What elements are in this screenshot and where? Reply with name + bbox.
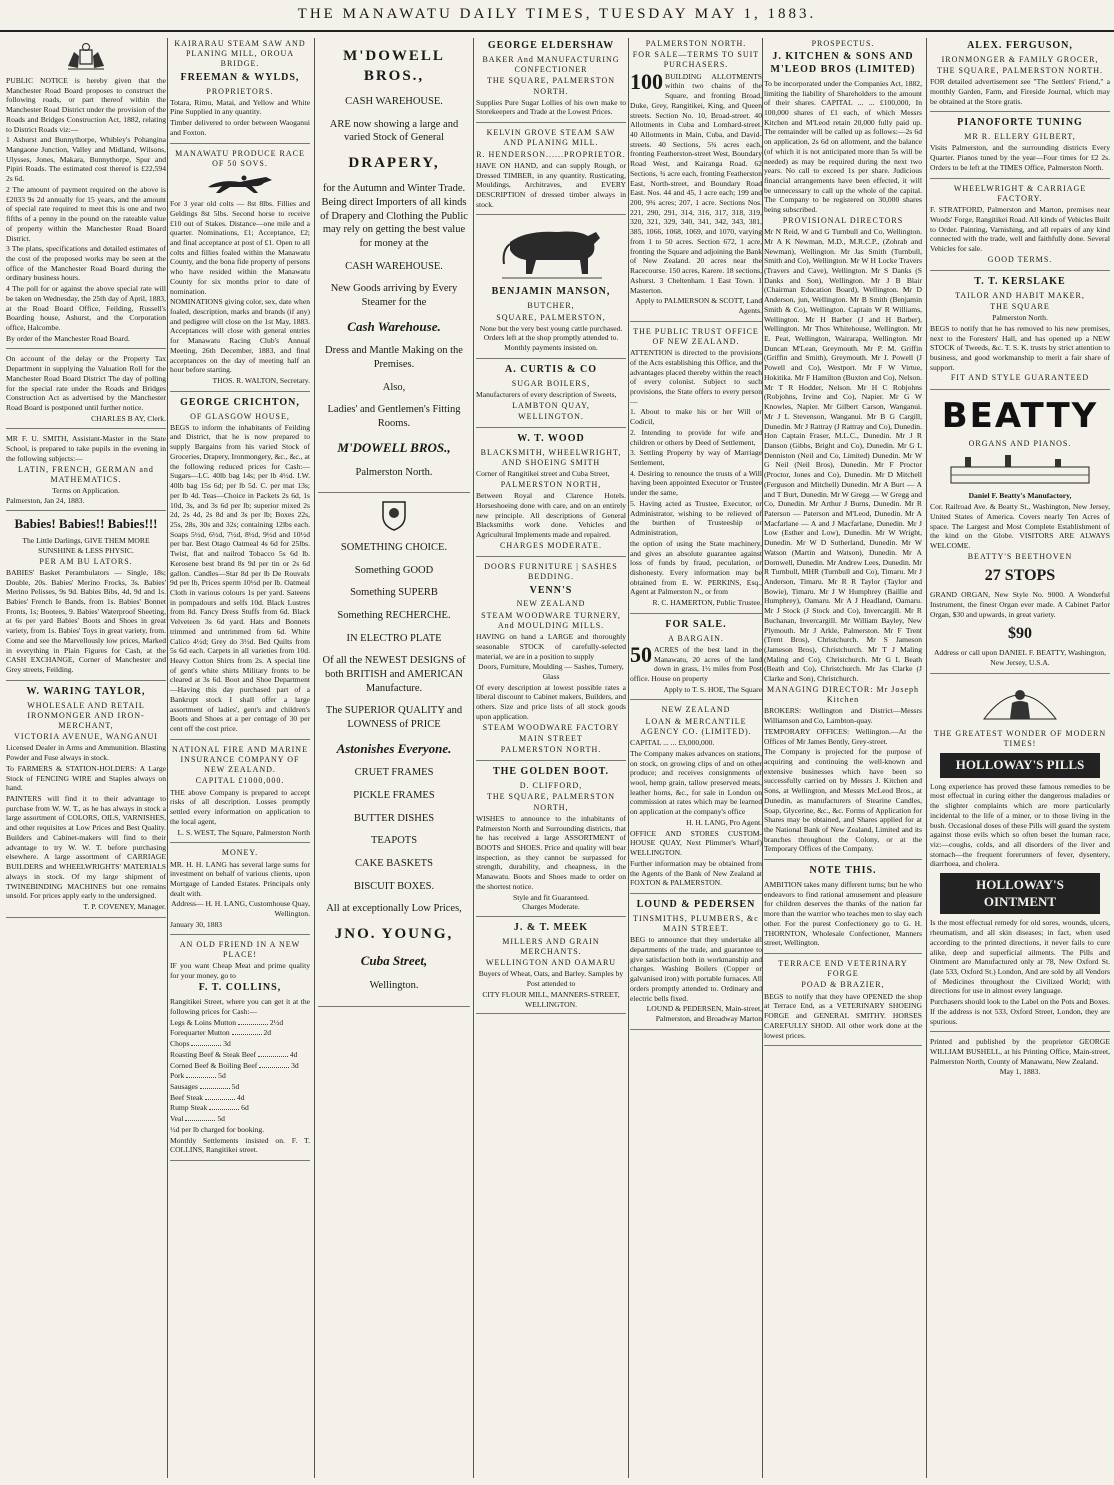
kerslake-ad (930, 276, 1110, 390)
kai-body: Totara, Rimu, Matai, and Yellow and White Pine Supplied in any quantity. (170, 97, 310, 117)
lound-pedersen-ad (630, 899, 762, 1030)
ep-item: TEAPOTS (370, 835, 418, 847)
delay-body: On account of the delay or the Property Tax Department in supplying the Valuation Roll for the Manchester Road Board District The day of polling for the special rate under the Roads and Bridges Construction Act as advertised by the Manchester Road Board is postponed until further notice. (6, 354, 166, 412)
gc-sub: OF GLASGOW HOUSE, (190, 411, 290, 421)
column-4 (476, 38, 626, 1478)
money-ad (170, 848, 310, 934)
print-date: May 1, 1883. (999, 1067, 1041, 1077)
hol-body: Long experience has proved these famous remedies to be most effectual in curing either the dangerous maladies or the slighter complaints which are more particularly incidental to the life of a miner, or to those living in the bush. Occasional doses of these Pills will guard the system against those evils which so often beset the human race, viz:—coughs, colds, and all disorders of the liver and stomach—the frequent forerunners of fever, dysentery, diarrhoea, and cholera. (930, 781, 1110, 869)
nz-sub: LOAN & MERCANTILE AGENCY CO. (LIMITED). (640, 716, 752, 736)
nf-head: NATIONAL FIRE AND MARINE INSURANCE COMPANY OF NEW ZEALAND. (172, 744, 308, 775)
nt-body: AMBITION takes many different turns; but he who endeavors to find rational amusement and pleasure for children deserves the thanks of the nation far more than the warrior who teaches men to slay each other. For the purest Confectionery go to G. H. THORNTON, Wholesale Confectioner, Manners street, Wellington. (764, 879, 922, 948)
tv-name: POAD & BRAZIER, (801, 980, 885, 990)
gc-body: BEGS to inform the inhabitants of Feilding and District, that he is now prepared to supply Bargains from his varied Stock of Groceries, Drapery, Ironmongery, &c., &c., at the following reduced prices for Cash:— Sugars—I.C. 40lb bag 14s; per lb 4½d. I.W. 40lb bag 15s 6d; per lb 5d. C. per mat 13s; per lb 4d. Teas—Choice in Packets 2s 6d, 1s 10d, 3s, and 3s 6d per lb; superior mixed 2s 2d, 2s 4d, 2s 8d and 3s per lb; Boxes 22s, 25s, 28s, 30s and 32s; containing 12lbs each. Soaps 5½d, 6½d, 7½d, 8½d, 9½d and 10½d per bar. Best Otago Oatmeal 4s 6d for 25lbs. Twist, flat and nailrod Tobacco 5s 6d lb. Kerosene best brand 8s 9d per tin or 2s 6d gallon. Candles—Star 8d per lb De Rouvalx 9d per lb, Prices sperm 10½d per lb. Oatmeal Cloth in various colours 1s per yard. Sateens in pompadours and selfs 10d. Black Lustres from 8d. Fancy Dress Stuffs from 6d. Black Velveteen 3s 6d yard. Hats and Bonnets trimmed and untrimmed from 6d. White Calico 4½d; Grey do 3½d. Bed Quilts from 5s 6d each. Carpets in all varieties from 10d. Heavy Cotton Shirts from 2s. A special line of gent's white shirts Military fronts to be cleared at 3s 6d. Boot and Shoe Department—Having this day purchased part of a Bankrupt stock I shall offer a large assortment of ladies', gent's and children's Boots and Shoes at a per centage of 30 per cent off the cost price. (170, 422, 310, 734)
fs-fifty: 50 (630, 641, 652, 667)
pt-item: 5. Having acted as Trustee, Executor, or Administrator, wishing to be relieved of the burthen of Trusteeship or Administration, (630, 498, 762, 538)
tv-body: BEGS to notify that they have OPENED the shop at Terrace End, as a VETERINARY SHOEING FORGE and GENERAL SMITHY. HORSES CAREFULLY SHOD. All other work done at the lowest prices. (764, 991, 922, 1040)
figure-illustration-icon (980, 679, 1060, 725)
md-head: MANAGING DIRECTOR: Mr Joseph Kitchen (766, 684, 920, 705)
jt-foot: CITY FLOUR MILL, MANNERS-STREET, WELLINGTON. (482, 989, 620, 1009)
ac-body: Manufacturers of every description of Sweets, (476, 389, 617, 399)
beatty-sub: ORGANS AND PIANOS. (968, 439, 1072, 449)
stratford-ad (930, 184, 1110, 271)
ge-head: GEORGE ELDERSHAW (487, 40, 615, 51)
vn-top: DOORS FURNITURE | SASHES BEDDING. (484, 562, 618, 582)
mcdowell-l4: for the Autumn and Winter Trade. Being direct Importers of all kinds of Drapery and Clothing the Public may rely on getting the best value for money at the (320, 183, 468, 249)
lp-signature: LOUND & PEDERSEN, Main-street, Palmerston, and Broadway Marton (646, 1004, 762, 1023)
holloway-ad (930, 679, 1110, 1033)
nf-body: THE above Company is prepared to accept risks of all description. Losses promptly settled every information on application to the local agent, (170, 787, 310, 826)
price-row: Pork 5d (170, 1071, 226, 1081)
taylor-body: Licensed Dealer in Arms and Ammunition. Blasting Powder and Fuse always in stock. (6, 743, 166, 763)
pt-body2: the option of using the State machinery, and gives an absolute guarantee against loss of funds by fraud, peculation, or dishonesty. Every information may be obtained from E. W. PERKINS, Esq., Agent at Palmerston N., or from (630, 538, 762, 597)
mcdowell-l10: Ladies' and Gentlemen's Fitting Rooms. (327, 404, 461, 429)
ge-body: Supplies Pure Sugar Lollies of his own make to Storekeepers and Trade at the Lowest Prices. (476, 97, 626, 117)
lp-head: LOUND & PEDERSEN (636, 898, 756, 910)
ac-addr: LAMBTON QUAY, (512, 400, 590, 410)
nf-signature: L. S. WEST, The Square, Palmerston North (177, 827, 310, 837)
pt-signature: R. C. HAMERTON, Public Trustee. (652, 598, 762, 608)
vn-nz: NEW ZEALAND (516, 599, 586, 609)
wc-body: F. STRATFORD, Palmerston and Marton, premises near Woods' Forge, Rangitikei Road. All kinds of Vehicles Built to Order. Painting, Varnishing, and all repairs of any kind connected with the trade, well and faithfully done. Several Vehicles for sale. (930, 205, 1110, 253)
smith-date: Palmerston, Jan 24, 1883. (6, 495, 85, 505)
tv-head: TERRACE END VETERINARY FORGE (778, 958, 908, 979)
curtis-ad (476, 364, 626, 428)
tk-fit: FIT AND STYLE GUARANTEED (950, 373, 1090, 383)
column-7 (930, 38, 1110, 1478)
nf-capital: CAPITAL £1000,000. (195, 776, 285, 786)
young-street: Cuba Street, (360, 953, 428, 969)
mcdowell-l12: Palmerston North. (355, 466, 433, 478)
babies-title: Babies! Babies!! Babies!!! (14, 515, 158, 531)
ep-body2: The SUPERIOR QUALITY and LOWNESS of PRICE (325, 705, 463, 730)
jt-addr: WELLINGTON AND OAMARU (485, 958, 617, 968)
public-trust-ad (630, 327, 762, 614)
piano-tuning-ad (930, 117, 1110, 178)
notice-item: 2 The amount of payment required on the above is £2033 9s 2d annually for 15 years, and the amount of special rate required to meet this is one and two fifths of a penny in the pound on the rateable value of property within the Manchester Road Board District. (6, 184, 166, 243)
mcdowell-ad (318, 47, 470, 493)
wt-body: Between Royal and Clarence Hotels. Horseshoeing done with care, and on an entirely new principle. All descriptions of General Blacksmiths work done. Vehicles and Agricultural Implements made and repaired. (476, 491, 626, 540)
kai-body2: Timber delivered to order between Waoganui and Foxton. (170, 118, 310, 137)
crichton-ad (170, 397, 310, 740)
column-3 (318, 38, 470, 1478)
directors-list: Mr N Reid, W and G Turnbull and Co, Wellington. Mr A K Newman, M.D., M.R.C.P., (Zohrab and Newman), Wellington. Mr Jas Smith (Turnbull, Smith and Co), Wellington. Mr W H Locke Travers (Travers and Cave), Wellington. Mr S Danks (S Danks and Son), Wellington. Mr J B Blair (Chairman Education Board), Wellington. Mr D Anderson, jun, Wellington. Mr B Smith (Benjamin Smith & Co), Wellington. Captain W R Williams, Wellington. Mr H Barber (J and H Barber), Wellington. Mr Thos Whitehouse, Wellington. Mr E. Peat, Wellington, Wairarapa, Wellington. Mr Duncan M'Lean, Greymouth. Mr P. M. Griffin (Griffin and Smith), Greymouth. Mr J. Powell (J Powell and Co), Westport. Mr F W Virtue, Hokitika. Mr F Hamilton (Buxton and Co), Nelson. Mr T R Hodder, Nelson. Mr H C Robjohns (Robjohns, Irvine and Co), Napier. Mr G W Knowles, Napier. Mr Gilbert Carson, Wanganui. Mr J L Stevenson, Wanganui. Mr B G Cargill, Dunedin. Mr J Rattray (J Rattray and Co), Dunedin. Hon Captain Fraser, M.L.C., Dunedin. Mr J R Danson (Gibbs, Bright and Co), Dunedin. Mr G L Denniston (Neil and Co, Limited) Dunedin. Mr W G Neil (Neil Bros), Dunedin. Mr F Proctor (Proctor, Jones and Co), Dunedin. Mr D Mitchell (Ferguson and Mitchell) Dunedin. Mr A Burt — A and T Burt, Dunedin. Mr W Gregg — W Gregg and Co, Dunedin. Mr Arthur J Burns, Dunedin. Mr R Paterson — Paterson and M'Leod, Dunedin. Mr A Macfarlane — A and J Macfarlane, Dunedin. Mr J Low (Esther and Low), Dunedin. Mr W Wright, Dunedin. Mr W D Sutherland, Dunedin. Mr W Watson (Martin and Watson), Dunedin. Mr A Dornwell, Dunedin. Mr Andrew Lees, Dunedin. Mr R Turnbull, MHR (Turnbull and Co), Timaru. Mr J Anderson, Timaru. Mr R R Taylor (Taylor and Bowie), Timaru. Mr J W Humphrey (Baillie and Humphrey), Oamaru. Mr A J Headland, Oamaru. Mr J Stock (J Stock and Co), Invercargill. Mr R Buchanan, Invercargill. Mr William Bayley, New Plymouth. Mr J Arkle, Palmerston. Mr F Trent (Trent Bros), Christchurch. Mr S Jameson (Jameson Bros), Christchurch. Mr T J Maling (Maling and Co), Christchurch. Mr G L Beath (Beath and Co), Christchurch. Mr Jas Clarke (J Clarke and Son), Christchurch. (764, 227, 922, 684)
wt-city: PALMERSTON NORTH, (500, 480, 602, 490)
money-head: MONEY. (221, 848, 259, 858)
jk-body2: The Company is projected for the purpose of acquiring and continuing the well-known and extensive businesses which have been so successfully carried on by Messrs J. Kitchen and Sons, at Wellington, and Messrs McLeod Bros., at Dunedin, as manufacturers of Stearine Candles, Soap, Glycerine, &c., &c. Forms of Application for Shares may be obtained, and Shares applied for at the National Bank of New Zealand, Limited and its branches throughout the Colony, or at the Temporary Offices of the Company. (764, 747, 922, 854)
money-address: Address— H. H. LANG, Customhouse Quay, Wellington. (171, 899, 310, 919)
ep-head: IN ELECTRO PLATE (346, 632, 442, 644)
offices: TEMPORARY OFFICES: Wellington.—At the Offices of Mr James Bently, Grey-street. (764, 726, 922, 746)
hol-ointment: HOLLOWAY'S OINTMENT (940, 873, 1100, 914)
af-addr: THE SQUARE, PALMERSTON NORTH. (936, 66, 1104, 76)
friend-foot: Monthly Settlements insisted on. F. T. COLLINS, Rangitikei street. (170, 1135, 310, 1155)
ep-foot: All at exceptionally Low Prices, (326, 903, 462, 915)
beatty-title: BEATTY (941, 395, 1099, 436)
sc-2: Something SUPERB (350, 587, 438, 599)
wc-terms: GOOD TERMS. (987, 254, 1053, 264)
jk-head: J. KITCHEN & SONS AND M'LEOD BROS (LIMITED) (770, 51, 916, 76)
directors-head: PROVISIONAL DIRECTORS (782, 215, 904, 225)
ep-astonish: Astonishes Everyone. (336, 740, 452, 756)
pt-name: MR R. ELLERY GILBERT, (964, 132, 1076, 142)
mcdowell-l11: M'DOWELL BROS., (337, 439, 451, 455)
pt-head: THE PUBLIC TRUST OFFICE OF NEW ZEALAND. (633, 326, 759, 346)
babies-body: BABIES' Basket Perambulators — Single, 18s; Double, 20s. Babies' Merino Frocks, 3s. Babies' Merino Pelisses, 9s 9d. Babies Bibs, 4d, 9d and 1s. Babies' French Ie Bands, from 1s. Babies' Bonnet Fronts, 1s; Bootees, 9. Babies' Waterproof Sheeting, at 6s per yard Babies' Boots and Shoes in great variety, from 1s. Babies' Toys in great variety, from. Come and see the Marvellously low prices, Marked in everything in Plain Figures for Cash, at the CASH EXCHANGE, Corner of Manchester and Grey streets, Feilding. (6, 567, 166, 674)
jt-sub: MILLERS AND GRAIN MERCHANTS. (502, 936, 600, 957)
price-list (170, 1018, 310, 1124)
gb-head: THE GOLDEN BOOT. (492, 766, 610, 778)
tk-head: T. T. KERSLAKE (974, 275, 1066, 287)
column-5 (630, 38, 762, 1478)
manson-ad (476, 220, 626, 358)
vn-f3: PALMERSTON NORTH. (500, 745, 602, 755)
golden-boot-ad (476, 766, 626, 917)
painters-signature: T. P. COVENEY, Manager. (83, 901, 166, 911)
taylor-head: W. WARING TAYLOR, (26, 685, 146, 697)
kg-body: HAVE ON HAND, and can supply Rough, or Dressed TIMBER, in any quantity. Rusticating, Mouldings, Architraves, and EVERY DESCRIPTION of dressed timber always in stock. (476, 160, 626, 209)
pro-head: PROSPECTUS. (811, 39, 875, 48)
nz-address: OFFICE AND STORES CUSTOM-HOUSE QUAY, Next Plimmer's Wharf) WELLINGTON. (630, 828, 762, 858)
ferguson-ad (930, 40, 1110, 112)
delay-notice-ad (6, 354, 166, 429)
painters-body: PAINTERS will find it to their advantage to purchase from W. W. T., as he has always in stock a large assortment of COLORS, OILS, VARNISHES, and other requisites at Low Prices and Best Quality. Builders and Cabinet-makers will find to their advantage to try W. W. T. before purchasing elsewhere. A large assortment of CARRIAGE BUILDERS and WHEELWRIGHTS' MATERIALS always in stock. Of my large shipment of TWINEBINDING MACHINES but one remains unsold. For prices apply early to the undersigned. (6, 794, 166, 901)
taylor-ad (6, 686, 166, 918)
ge-sub: BAKER And MANUFACTURING CONFECTIONER (482, 54, 620, 75)
national-fire-ad (170, 745, 310, 844)
column-rule (926, 38, 927, 1478)
price-row: Legs & Loins Mutton 2½d (170, 1017, 284, 1027)
race-body: For 3 year old colts — 8st 8lbs. Fillies and Geldings 8st 5lbs. Second horse to receive £10 out of Stakes. Distance—one mile and a quarter. Nominations, £1; Acceptance, £2; and final acceptance at post of £1. Open to all colts and fillies foaled within the Manawatu County, and the bona fide property of persons who have resided within the Manawatu County for six months prior to date of nomination. (170, 199, 310, 296)
column-rule (473, 38, 474, 1478)
friend-head: AN OLD FRIEND IN A NEW PLACE! (179, 939, 301, 959)
eldershaw-ad (476, 40, 626, 123)
nz-capital: CAPITAL ... ... £3,000,000. (630, 738, 715, 748)
wt-addr: Corner of Rangitikei street and Cuba Street, (476, 469, 610, 479)
mcdowell-l6: New Goods arriving by Every Steamer for the (330, 283, 458, 308)
wc-head: WHEELWRIGHT & CARRIAGE FACTORY. (953, 183, 1087, 203)
hoe-sale-ad (630, 619, 762, 701)
prospectus-ad (764, 39, 922, 860)
smith-subjects: LATIN, FRENCH, GERMAN and MATHEMATICS. (18, 464, 154, 484)
wood-ad (476, 433, 626, 557)
beatty-body: Cor. Railroad Ave. & Beatty St., Washington, New Jersey, United States of America. Covers nearly Ten Acres of space. The Largest and Most Complete Establishment of the kind on the Globe. VISITORS ARE ALWAYS WELCOME. (930, 502, 1110, 551)
factory-icon (945, 453, 1095, 487)
nz-body: The Company makes advances on stations, on stock, on growing clips of and on other produce; and receives consignments of wool, hemp grain, tallow preserved meats, leather horns, &c., for sale in London on commission at rates which may be learned on application at the company's office (630, 748, 762, 817)
babies-price: PER AM BU LATORS. (39, 556, 133, 566)
ep-item: CRUET FRAMES (354, 767, 434, 779)
fs-sub: A BARGAIN. (668, 633, 724, 643)
brokers: BROKERS: Wellington and District—Messrs Williamson and Co, Lambton-quay. (764, 706, 922, 726)
jt-body: Buyers of Wheat, Oats, and Barley. Samples by Post attended to (478, 969, 624, 989)
column-rule (167, 38, 168, 1478)
kg-head: KELVIN GROVE STEAM SAW AND PLANING MILL. (486, 128, 616, 148)
meek-ad (476, 922, 626, 1014)
mcdowell-head: M'DOWELL BROS., (343, 48, 445, 84)
pt-item: 2. Intending to provide for wife and children or others by Deed of Settlement, (630, 427, 762, 447)
sc-1: Something GOOD (354, 564, 434, 576)
bm-body: None but the very best young cattle purchased. Orders left at the shop promptly attended to. Monthly payments insisted on. (479, 323, 623, 353)
mcdowell-drapery: DRAPERY, (348, 154, 440, 171)
hol-body2: Is the most effectual remedy for old sores, wounds, ulcers, rheumatism, and all skin diseases; in fact, when used according to the printed directions, it never fails to cure alike, deep and superficial ailments. The Pills and Ointment are Manufactured only at 78, New Oxford St. (late 533, Oxford St.) London, And are sold by all Vendors of Medicines throughout the Civilized World; with directions for use in almost every language. (930, 918, 1110, 996)
tk-city: Palmerston North. (992, 313, 1048, 323)
kelvin-grove-ad (476, 128, 626, 215)
gb-style: Style and fit Guaranteed. (513, 892, 589, 902)
bm-addr: SQUARE, PALMERSTON, (496, 312, 606, 322)
mcdowell-l8: Dress and Mantle Making on the Premises. (325, 345, 463, 371)
gb-body: WISHES to announce to the inhabitants of Palmerston North and Surrounding districts, that he has received a large ASSORTMENT of BOOTS and SHOES. Price and quality will bear inspection, as they cannot be surpassed for strength, durability, and cheapness, in the Manawatu. Boots and Shoes made to order on the shortest notice. (476, 813, 626, 891)
racehorse-icon (200, 173, 280, 195)
delay-signature: CHARLES B AY, Clerk. (91, 413, 166, 423)
ep-item: BISCUIT BOXES. (353, 880, 435, 892)
ac-sub: SUGAR BOILERS, (511, 378, 591, 388)
young-name: JNO. YOUNG, (334, 925, 454, 942)
crest-icon (379, 498, 409, 532)
notice-item: 4 The poll for or against the above special rate will be taken on Wednesday, the 25th day of April, 1883, at the Road Board Office, Feilding, Russell's Boarding house, Ashurst, and the Corporation office, Halcombe. (6, 284, 166, 332)
bm-trade: BUTCHER, (527, 301, 575, 311)
price-row: Rump Steak 6d (170, 1103, 249, 1113)
nz-loan-ad (630, 705, 762, 893)
money-body: MR. H. H. LANG has several large sums for investment on behalf of various clients, upon Mortgage of Landed Estates. Principals only dealt with. (170, 859, 310, 898)
nz-foot: Further information may be obtained from the Agents of the Bank of New Zealand at FOXTON & PALMERSTON. (630, 858, 762, 888)
af-sub: IRONMONGER & FAMILY GROCER, (941, 54, 1099, 64)
vn-body: HAVING on hand a LARGE and thoroughly seasonable STOCK of carefully-selected material, we are in a position to supply (476, 632, 626, 661)
mcdowell-l9: Also, (382, 381, 406, 393)
fs-body: ACRES of the best land in the Manawatu, 20 acres of the land down in grass, 1½ miles from Post office. House on property (630, 644, 762, 684)
friend-body2: Rangitikei Street, where you can get it at the following prices for Cash:— (170, 997, 310, 1016)
collins-ad (170, 940, 310, 1161)
pt-head: PIANOFORTE TUNING (957, 117, 1083, 129)
ep-item: PICKLE FRAMES (353, 790, 435, 802)
coat-of-arms-icon (64, 42, 108, 72)
ep-item: BUTTER DISHES (353, 812, 435, 824)
kai-prop: PROPRIETORS. (206, 86, 274, 96)
gb-addr: THE SQUARE, PALMERSTON NORTH, (486, 792, 615, 812)
sc-head: SOMETHING CHOICE. (340, 542, 448, 554)
ep-body: Of all the NEWEST DESIGNS of both BRITISH and AMERICAN Manufacture. (322, 655, 466, 694)
land-sale-ad (630, 39, 762, 322)
smith-head: MR F. U. SMITH, Assistant-Master in the State School, is prepared to take pupils in the evening in the following subjects:— (6, 434, 166, 463)
beatty-ad (930, 395, 1110, 674)
lp-body: BEG to announce that they undertake all departments of the trade, and guarantee to give satisfaction both in workmanship and charges. Washing Boilers (Copper or galvanised iron) with portable furnaces. All orders promptly attended to. Ordinary and electric bells fixed. (630, 935, 762, 1003)
produce-race-ad (170, 149, 310, 392)
wt-charges: CHARGES MODERATE. (500, 540, 602, 550)
sale-town: PALMERSTON NORTH. (645, 39, 747, 48)
nz-head: NEW ZEALAND (661, 705, 731, 715)
smith-terms: Terms on Application. (52, 486, 120, 496)
ge-addr: THE SQUARE, PALMERSTON NORTH. (486, 76, 615, 96)
tk-addr: THE SQUARE (990, 301, 1050, 311)
gc-head: GEORGE CRICHTON, (180, 396, 300, 408)
nominations-signature: THOS. R. WALTON, Secretary. (212, 376, 310, 386)
race-head: MANAWATU PRODUCE RACE OF 50 SOVS. (175, 148, 305, 168)
beatty-h2: BEATTY'S BEETHOVEN (967, 551, 1073, 561)
price-row: Veal 5d (170, 1114, 225, 1124)
vn-list: Doors, Furniture, Moulding — Sashes, Turnery, Glass (478, 662, 624, 681)
money-date: January 30, 1883 (170, 919, 223, 929)
vn-head: VENN'S (529, 584, 573, 596)
young-city: Wellington. (369, 980, 419, 992)
pt-item: 4. Desiring to renounce the trusts of a Will having been appointed Executor or Trustee under the same, (630, 468, 762, 498)
nominations-body: NOMINATIONS giving color, sex, date when foaled, description, marks and brands (if any) and pedigree will close on the 1st May, 1883. Acceptances will close with general entries for Manawatu Racing Club's Annual Meeting, 26th December, 1883, and final acceptances on the day of meeting half an hour before starting. (170, 297, 310, 375)
taylor-addr: VICTORIA AVENUE, WANGANUI (14, 732, 158, 742)
gb-charges: Charges Moderate. (522, 902, 580, 912)
kairarau-mill-ad (170, 39, 310, 144)
ac-head: A. CURTIS & CO (505, 363, 597, 375)
friend-body: IF you want Cheap Meat and prime quality for your money, go to (170, 961, 310, 980)
pt-item: 3. Settling Property by way of Marriage Settlement, (630, 448, 762, 468)
babies-sub: The Little Darlings, GIVE THEM MORE SUNSHINE & LESS PHYSIC. (22, 536, 150, 555)
price-row: Sausages 5d (170, 1082, 240, 1092)
beatty-co: Daniel F. Beatty's Manufactory, (968, 491, 1072, 501)
pt-body: ATTENTION is directed to the provisions of the Acts establishing this Office, and the advantages placed thereby within the reach of every colonist. Subject to such provisions, the State offers to every person— (630, 348, 762, 406)
beatty-stops: 27 STOPS (984, 567, 1056, 585)
pt-body: Visits Palmerston, and the surrounding districts Every Quarter. Pianos tuned by the year—Four times for £2 2s. Orders to be left at the TIMES Office, Palmerston North. (930, 143, 1110, 172)
taylor-farmers: To FARMERS & STATION-HOLDERS: A Large Stock of FENCING WIRE and Staples always on hand. (6, 763, 166, 793)
vn-f2: MAIN STREET (519, 733, 583, 743)
af-body: FOR detailed advertisement see "The Settlers' Friend," a monthly Garden, Farm, and Fireside Journal, which may be obtained at the Store gratis. (930, 77, 1110, 106)
hol-warning: Purchasers should look to the Label on the Pots and Boxes. If the address is not 533, Oxford Street, London, they are spurious. (930, 997, 1110, 1026)
mcdowell-l7: Cash Warehouse. (347, 318, 441, 334)
ac-city: WELLINGTON. (518, 411, 584, 421)
smith-tuition-ad (6, 434, 166, 510)
jt-head: J. & T. MEEK (513, 921, 589, 933)
printer-imprint (930, 1037, 1110, 1077)
af-head: ALEX. FERGUSON, (967, 40, 1073, 51)
tk-body: BEGS to notify that he has removed to his new premises, next to the Foresters' Hall, and has opened up a NEW STOCK of Tweeds, &c. T. S. K. trusts by strict attention to business, and good workmanship to merit a fair share of support. (930, 323, 1110, 372)
notice-head: PUBLIC NOTICE is hereby given that the Manchester Road Board proposes to construct the following roads, or part thereof within the Manchester Road District under the provision of the Roads and Bridges Construction Act, 1882, relating to District Roads viz:— (6, 76, 166, 134)
prices-note: ½d per lb charged for booking. (170, 1124, 265, 1134)
hol-pills: HOLLOWAY'S PILLS (940, 753, 1100, 778)
mcdowell-l5: CASH WAREHOUSE. (345, 260, 443, 272)
jk-body: To be incorporated under the Companies Act, 1882, limiting the liability of Shareholders to the amount of their shares. CAPITAL ... ... £100,000, In 100,000 shares of £1 each, of which Messrs Kitchen and M'Leod retain 20,000 fully paid up. The remainder will be called up as follows:—2s 6d on application, 2s 6d on allotment, and the balance (of which it is not anticipated more than 5s will be needed) as may be required during the next two years. No call to exceed 1s per share. Judicious financial arrangements have been effected, it will be unnecessary to call up the whole of the capital. The Company to be registered on 30,000 shares being subscribed. (764, 78, 922, 215)
price-row: Roasting Beef & Steak Beef 4d (170, 1049, 298, 1059)
column-rule (628, 38, 629, 1478)
price-row: Beef Steak 4d (170, 1092, 245, 1102)
fs-apply: Apply to T. S. HOE, The Square (663, 684, 762, 694)
public-notice-ad (6, 42, 166, 349)
price-row: Corned Beef & Boiling Beef 3d (170, 1060, 299, 1070)
column-rule (762, 38, 763, 1478)
terrace-end-ad (764, 959, 922, 1046)
lp-sub: TINSMITHS, PLUMBERS, &c MAIN STREET. (633, 913, 759, 933)
tk-sub: TAILOR AND HABIT MAKER, (955, 290, 1085, 300)
notice-order: By order of the Manchester Road Board. (6, 333, 130, 343)
kai-head: KAIRARAU STEAM SAW AND PLANING MILL, OROUA BRIDGE. (174, 39, 306, 69)
pt-item: 1. About to make his or her Will or Codicil, (630, 407, 762, 427)
sc-3: Something RECHERCHE. (337, 610, 451, 622)
masthead: THE MANAWATU DAILY TIMES, TUESDAY MAY 1, 1883. (0, 0, 1114, 32)
nt-head: NOTE THIS. (809, 865, 877, 877)
column-1 (6, 38, 166, 1478)
vn-f1: STEAM WOODWARE FACTORY (482, 722, 620, 732)
column-2 (170, 38, 310, 1478)
fs-head: FOR SALE. (665, 618, 727, 630)
vn-body2: Of every description at lowest possible rates a liberal discount to Cabinet makers, Builders, and others. Size and price lists of all stock goods upon application. (476, 682, 626, 721)
nz-signature: H. H. LANG, Pro Agent. (686, 817, 762, 827)
taylor-sub: WHOLESALE AND RETAIL IRONMONGER AND IRON-MERCHANT, (27, 700, 145, 730)
vn-sub: STEAM WOODWARE TURNERY, And MOULDING MILLS. (481, 610, 621, 630)
mcdowell-l1: CASH WAREHOUSE. (345, 96, 443, 107)
mcdowell-l2: ARE now showing a large and varied Stock of General (329, 118, 459, 144)
price-row: Chops 3d (170, 1039, 231, 1049)
young-electroplate-ad (318, 498, 470, 1007)
babies-ad (6, 516, 166, 681)
wt-sub: BLACKSMITH, WHEELWRIGHT, AND SHOEING SMITH (480, 447, 622, 468)
note-this-ad (764, 865, 922, 954)
sale-head: FOR SALE—TERMS TO SUIT PURCHASERS. (632, 50, 760, 70)
bull-icon (496, 220, 606, 282)
sale-hundred: 100 (630, 68, 663, 94)
kg-prop: R. HENDERSON......PROPRIETOR. (476, 149, 626, 159)
sale-apply: Apply to PALMERSON & SCOTT, Land Agents. (635, 296, 762, 315)
column-6 (764, 38, 922, 1478)
beatty-signature: Address or call upon DANIEL F. BEATTY, Washington, New Jersey, U.S.A. (933, 648, 1106, 667)
wt-head: W. T. WOOD (517, 433, 585, 445)
notice-item: 3 The plans, specifications and detailed estimates of the cost of the proposed works may be seen at the office of the Manchester Road Board during the ordinary business hours. (6, 244, 166, 283)
ep-item: CAKE BASKETS (355, 858, 433, 870)
price-row: Forequarter Mutton 2d (170, 1028, 272, 1038)
bm-head: BENJAMIN MANSON, (491, 286, 611, 298)
printer-text: Printed and published by the proprietor GEORGE WILLIAM BUSHELL, at his Printing Office, Main-street, Palmerston North, County of Manawatu, New Zealand. (930, 1037, 1110, 1066)
venn-ad (476, 562, 626, 761)
friend-name: F. T. COLLINS, (198, 982, 282, 994)
column-rule (314, 38, 315, 1478)
kai-name: FREEMAN & WYLDS, (180, 71, 300, 83)
beatty-organ: GRAND ORGAN, New Style No. 9000. A Wonderful Instrument, the finest Organ ever made. A Cabinet Parlor Organ, $30 and upwards, in great variety. (930, 590, 1110, 619)
beatty-price: $90 (1008, 624, 1032, 642)
notice-item: 1 Ashurst and Bunnythorpe, Whibley's Pohangina Mangaone Junction, Valley and Midland, Wilsons, Ulysses, Jones, Makara, Bunnythorpe, Spur and Pipiri Roads. The estimated cost thereof is £22,594 2s 6d. (6, 135, 166, 184)
hol-wonder: THE GREATEST WONDER OF MODERN TIMES! (933, 728, 1107, 748)
gb-name: D. CLIFFORD, (519, 781, 583, 791)
sale-body: BUILDING ALLOTMENTS within two chains of the Square, and fronting Broad, Duke, Grey, Rangitikei, King, and Queen streets. Section No. 10, Broad-street. 40 Allotments in Cuba and Lombard-street. 40 Allotments in Main, Cuba, and David-streets. 40 Sections, 5¾ acres each, fronting Featherston-street West, Boundary Road West, and Kairanga Road. 62 Sections, ¾ acre each, fronting Featherston East, North-street, and Boundary Road East. Nos. 44 and 45, 1 acre each; 199 and 200, 9¾ acres; 207, 1 acre. Sections Nos. 221, 290, 291, 314, 316, 317, 318, 319, 320, 321, 329, 340, 341, 342, 343, 381, 385, 1066, 1068, 1069, and 1070, varying from 1 to 50 acres. Section 672, 1 acre, fronting the Square and adjoining the Bank of New Zealand. 20 acres near the Racecourse. 150 acres, Karere. 18 sections, Ashurst. 3 Cheltenham. 1 East Town. 1 Masterton. (630, 71, 762, 295)
